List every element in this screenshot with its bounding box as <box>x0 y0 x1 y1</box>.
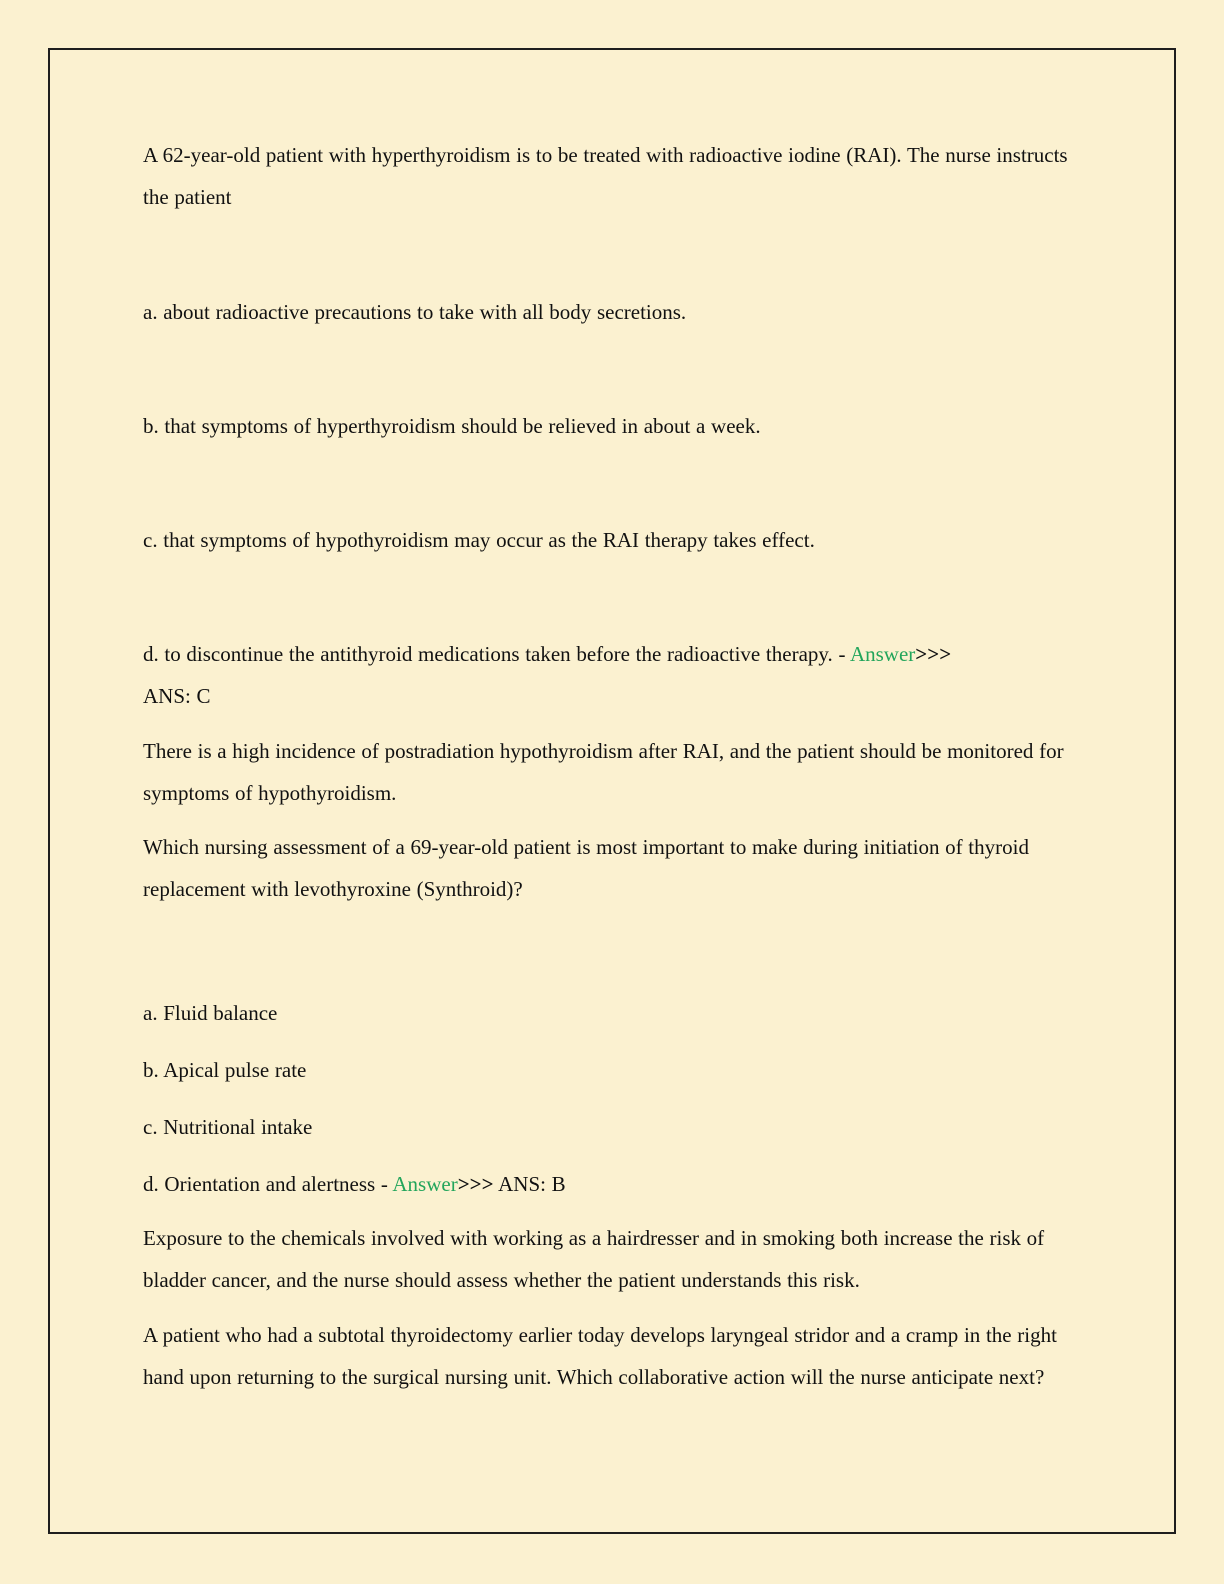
question2-option-c: c. Nutritional intake <box>143 1115 313 1139</box>
question1-rationale: There is a high incidence of postradiation hypothyroidism after RAI, and the patient should be monitored for symptoms of hypothyroidism. <box>143 739 1064 805</box>
question3-stem: A patient who had a subtotal thyroidectomy earlier today develops laryngeal stridor and a cramp in the right hand upon returning to the surgical nursing unit. Which collaborative action will the nurse anticipate next? <box>143 1323 1057 1389</box>
question1-option-d <box>143 633 1075 717</box>
question1-option-b: b. that symptoms of hyperthyroidism should be relieved in about a week. <box>143 414 761 438</box>
question2-option-b: b. Apical pulse rate <box>143 1058 307 1082</box>
question1-option-a: a. about radioactive precautions to take with all body secretions. <box>143 300 687 324</box>
question2-rationale: Exposure to the chemicals involved with working as a hairdresser and in smoking both increase the risk of bladder cancer, and the nurse should assess whether the patient understands this risk. <box>143 1226 1045 1292</box>
question2-answer-key: ANS: B <box>493 1172 566 1196</box>
question1-stem: A 62-year-old patient with hyperthyroidism is to be treated with radioactive iodine (RAI). The nurse instructs the patient <box>143 143 1068 209</box>
question1-option-d-text: d. to discontinue the antithyroid medications taken before the radioactive therapy. - <box>143 642 850 666</box>
question2-stem: Which nursing assessment of a 69-year-old patient is most important to make during initiation of thyroid replacement with levothyroxine (Synthroid)? <box>143 835 1029 901</box>
question1-answer-marker: Answer <box>849 642 916 666</box>
question2-answer-marker: Answer <box>392 1172 458 1196</box>
question1-option-c: c. that symptoms of hypothyroidism may occur as the RAI therapy takes effect. <box>143 528 815 552</box>
question1-answer-key: ANS: C <box>143 684 211 708</box>
question1-answer-arrows: >>> <box>915 642 952 666</box>
question2-option-d-text: d. Orientation and alertness - <box>143 1172 393 1196</box>
question2-option-d <box>143 1163 1075 1205</box>
question2-answer-arrows: >>> <box>457 1172 494 1196</box>
question2-option-a: a. Fluid balance <box>143 1001 278 1025</box>
